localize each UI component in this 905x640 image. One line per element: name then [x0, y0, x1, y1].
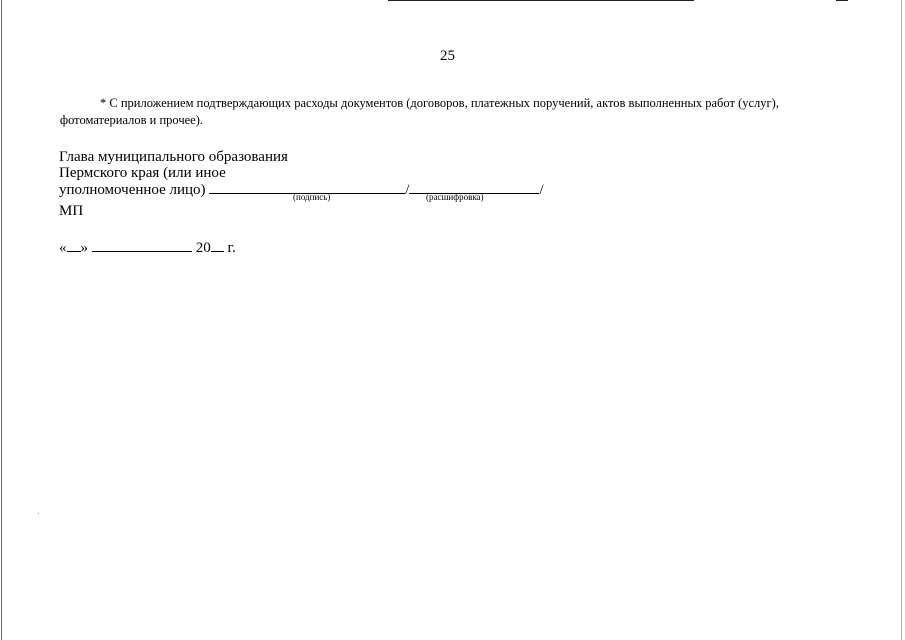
scan-speck	[38, 513, 39, 514]
page-number: 25	[440, 48, 455, 64]
signature-title-line-2: Пермского края (или иное	[59, 165, 226, 181]
caption-decode: (расшифровка)	[426, 192, 484, 202]
date-line	[59, 239, 236, 257]
date-day-blank[interactable]	[67, 239, 81, 252]
date-close-quote: »	[80, 240, 88, 256]
signature-title-line-1: Глава муниципального образования	[59, 149, 288, 165]
scan-edge-left	[1, 0, 2, 640]
date-year-prefix: 20	[195, 240, 211, 256]
stamp-label: МП	[59, 203, 84, 219]
signature-separator: /	[405, 182, 410, 198]
signature-closer: /	[539, 182, 544, 198]
signature-block	[59, 149, 544, 198]
signature-title-line-3-text: уполномоченное лицо)	[59, 182, 206, 198]
footnote: * С приложением подтверждающих расходы документов (договоров, платежных поручений, актов выполненных работ (услуг), фотоматериалов и прочее).	[60, 96, 779, 127]
date-year-suffix: г.	[227, 240, 236, 256]
top-rule	[388, 0, 694, 1]
date-open-quote: «	[59, 240, 67, 256]
scan-edge-right	[901, 0, 902, 640]
caption-signature: (подпись)	[293, 192, 331, 202]
date-year-blank[interactable]	[211, 239, 224, 252]
top-rule-short	[836, 0, 848, 1]
date-month-blank[interactable]	[92, 239, 192, 252]
